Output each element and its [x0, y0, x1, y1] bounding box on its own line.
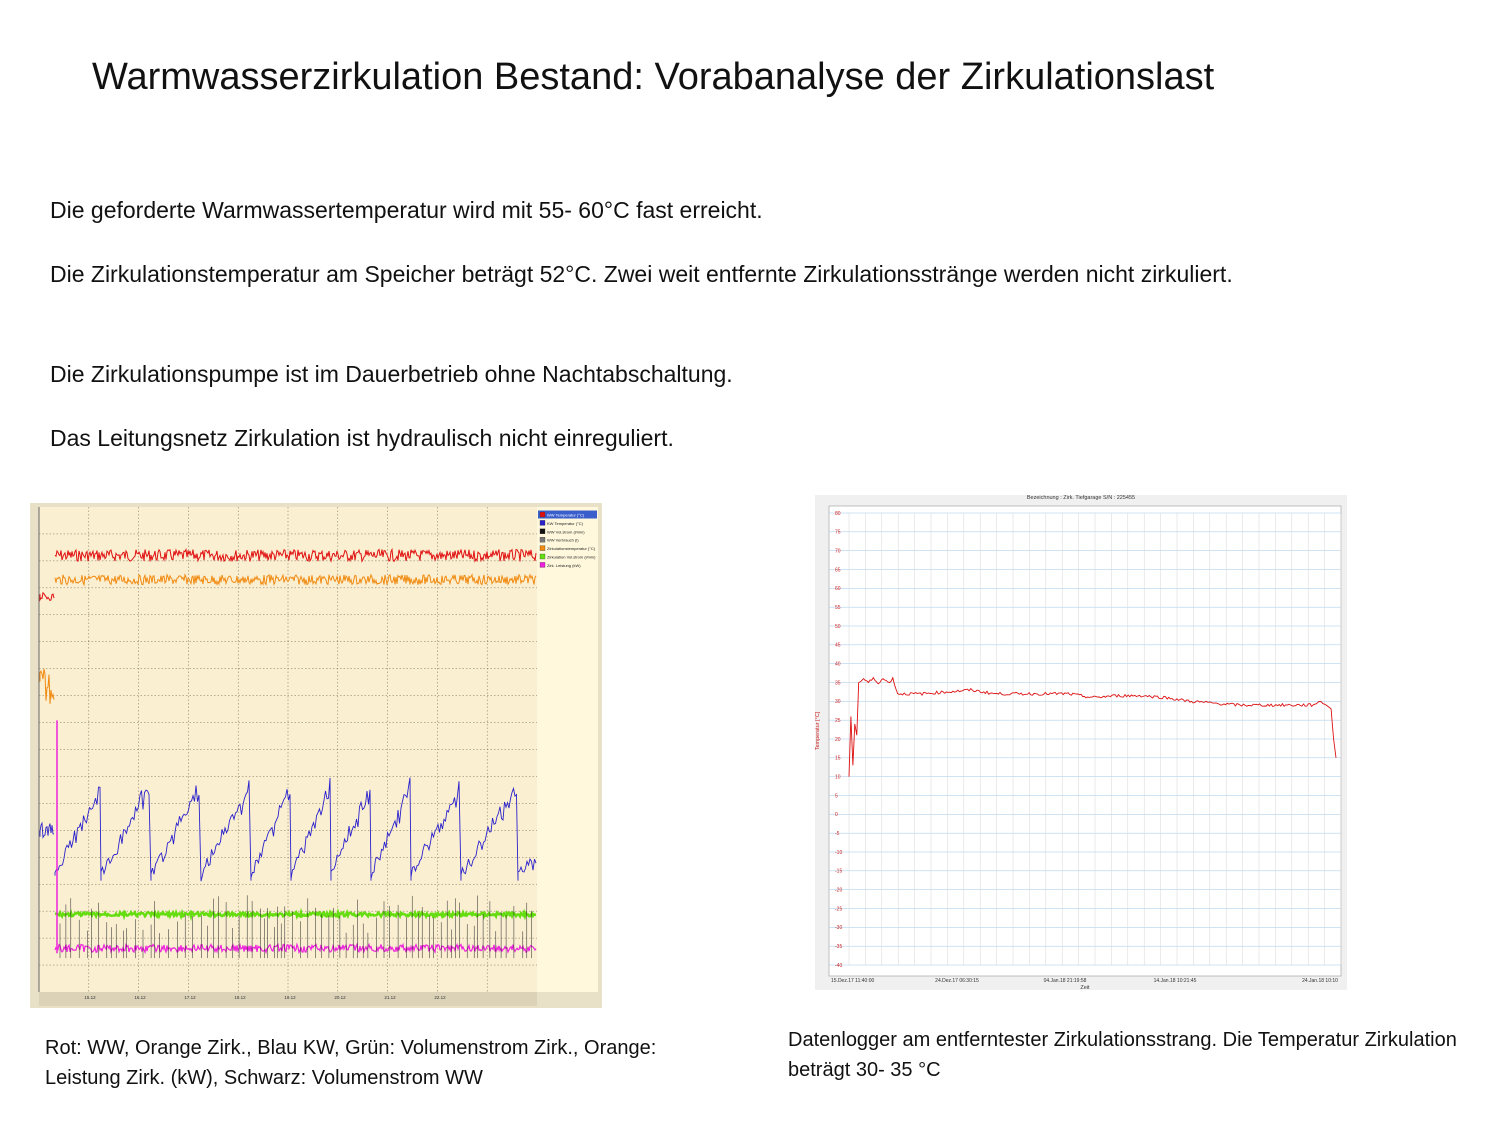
right-y-tick-label: -30 — [835, 925, 843, 932]
paragraph-leitungsnetz: Das Leitungsnetz Zirkulation ist hydraulisch nicht einreguliert. — [50, 425, 674, 451]
paragraph-zirkulationspumpe: Die Zirkulationspumpe ist im Dauerbetrieb ohne Nachtabschaltung. — [50, 361, 733, 387]
left-legend-label: Zirkulationstemperatur (°C) — [547, 546, 596, 552]
right-chart-xlabel: Zeit — [1080, 985, 1090, 990]
right-y-tick-label: -5 — [835, 830, 840, 837]
right-x-tick-label: 24.Jan.18 10:10 — [1302, 978, 1338, 984]
left-x-tick-label: 19.12 — [284, 995, 296, 1000]
right-y-tick-label: 25 — [835, 717, 841, 724]
left-legend-swatch — [540, 546, 545, 551]
right-y-tick-label: 65 — [835, 567, 841, 574]
right-y-tick-label: -15 — [835, 868, 843, 875]
paragraph-zirkulationstemperatur: Die Zirkulationstemperatur am Speicher beträgt 52°C. Zwei weit entfernte Zirkulationsstränge werden nicht zirkuliert. — [50, 261, 1233, 287]
right-x-tick-label: 15.Dez.17 11:40:00 — [831, 978, 875, 984]
right-y-tick-label: 60 — [835, 586, 841, 593]
right-y-tick-label: 30 — [835, 699, 841, 706]
left-legend-swatch — [540, 554, 545, 559]
right-chart-title: Bezeichnung : Zirk. Tiefgarage S/N : 225455 — [1026, 495, 1136, 501]
paragraph-warmwasser-temperatur: Die geforderte Warmwassertemperatur wird mit 55- 60°C fast erreicht. — [50, 197, 763, 223]
right-x-tick-label: 04.Jan.18 21:19:58 — [1043, 978, 1087, 984]
left-x-tick-label: 17.12 — [184, 995, 196, 1000]
right-y-tick-label: 75 — [835, 529, 841, 536]
left-trend-chart — [30, 503, 602, 1008]
right-chart-ylabel: Temperatur [°C] — [815, 711, 821, 751]
right-y-tick-label: 5 — [835, 793, 838, 800]
left-chart-legend-panel — [537, 507, 598, 992]
right-y-tick-label: 0 — [835, 812, 838, 819]
left-x-tick-label: 15.12 — [84, 995, 96, 1000]
right-y-tick-label: 45 — [835, 642, 841, 649]
left-legend-label: Zirk. Leistung (kW) — [547, 562, 581, 568]
right-y-tick-label: -40 — [835, 962, 843, 969]
right-x-tick-label: 24.Dez.17 06:30:15 — [935, 978, 979, 984]
left-x-tick-label: 20.12 — [334, 995, 346, 1000]
right-y-tick-label: 70 — [835, 548, 841, 555]
left-legend-swatch — [540, 529, 545, 534]
right-y-tick-label: 20 — [835, 736, 841, 743]
left-legend-label: WW Temperatur (°C) — [547, 512, 585, 518]
right-y-tick-label: 80 — [835, 510, 841, 517]
slide-title: Warmwasserzirkulation Bestand: Vorabanalyse der Zirkulationslast — [92, 56, 1215, 98]
right-y-tick-label: 15 — [835, 755, 841, 762]
right-y-tick-label: -35 — [835, 943, 843, 950]
left-legend-label: WW Vol.strom (l/min) — [547, 529, 585, 535]
caption-right-chart: Datenlogger am entferntester Zirkulationsstrang. Die Temperatur Zirkulation beträgt 30- 35 °C — [788, 1029, 1457, 1081]
left-legend-label: Zirkulation Vol.strom (l/min) — [547, 554, 596, 560]
left-x-tick-label: 21.12 — [384, 995, 396, 1000]
left-legend-swatch — [540, 520, 545, 525]
left-legend-swatch — [540, 562, 545, 567]
right-y-tick-label: -20 — [835, 887, 843, 894]
left-legend-label: WW Verbrauch (l) — [547, 537, 579, 543]
left-legend-label: KW Temperatur (°C) — [547, 520, 583, 526]
right-y-tick-label: 55 — [835, 604, 841, 611]
left-x-tick-label: 22.12 — [434, 995, 446, 1000]
caption-left-chart: Rot: WW, Orange Zirk., Blau KW, Grün: Volumenstrom Zirk., Orange: Leistung Zirk. (kW), Schwarz: Volumenstrom WW — [45, 1037, 657, 1089]
left-x-tick-label: 16.12 — [134, 995, 146, 1000]
left-legend-swatch — [540, 512, 545, 517]
right-y-tick-label: -25 — [835, 906, 843, 913]
right-y-tick-label: 10 — [835, 774, 841, 781]
right-y-tick-label: 35 — [835, 680, 841, 687]
right-y-tick-label: 40 — [835, 661, 841, 668]
left-x-tick-label: 18.12 — [234, 995, 246, 1000]
right-y-tick-label: 50 — [835, 623, 841, 630]
right-logger-chart — [815, 495, 1347, 990]
right-y-tick-label: -10 — [835, 849, 843, 856]
right-chart-plot-area — [829, 506, 1341, 976]
left-legend-swatch — [540, 537, 545, 542]
right-x-tick-label: 14.Jan.18 10:21:45 — [1153, 978, 1197, 984]
